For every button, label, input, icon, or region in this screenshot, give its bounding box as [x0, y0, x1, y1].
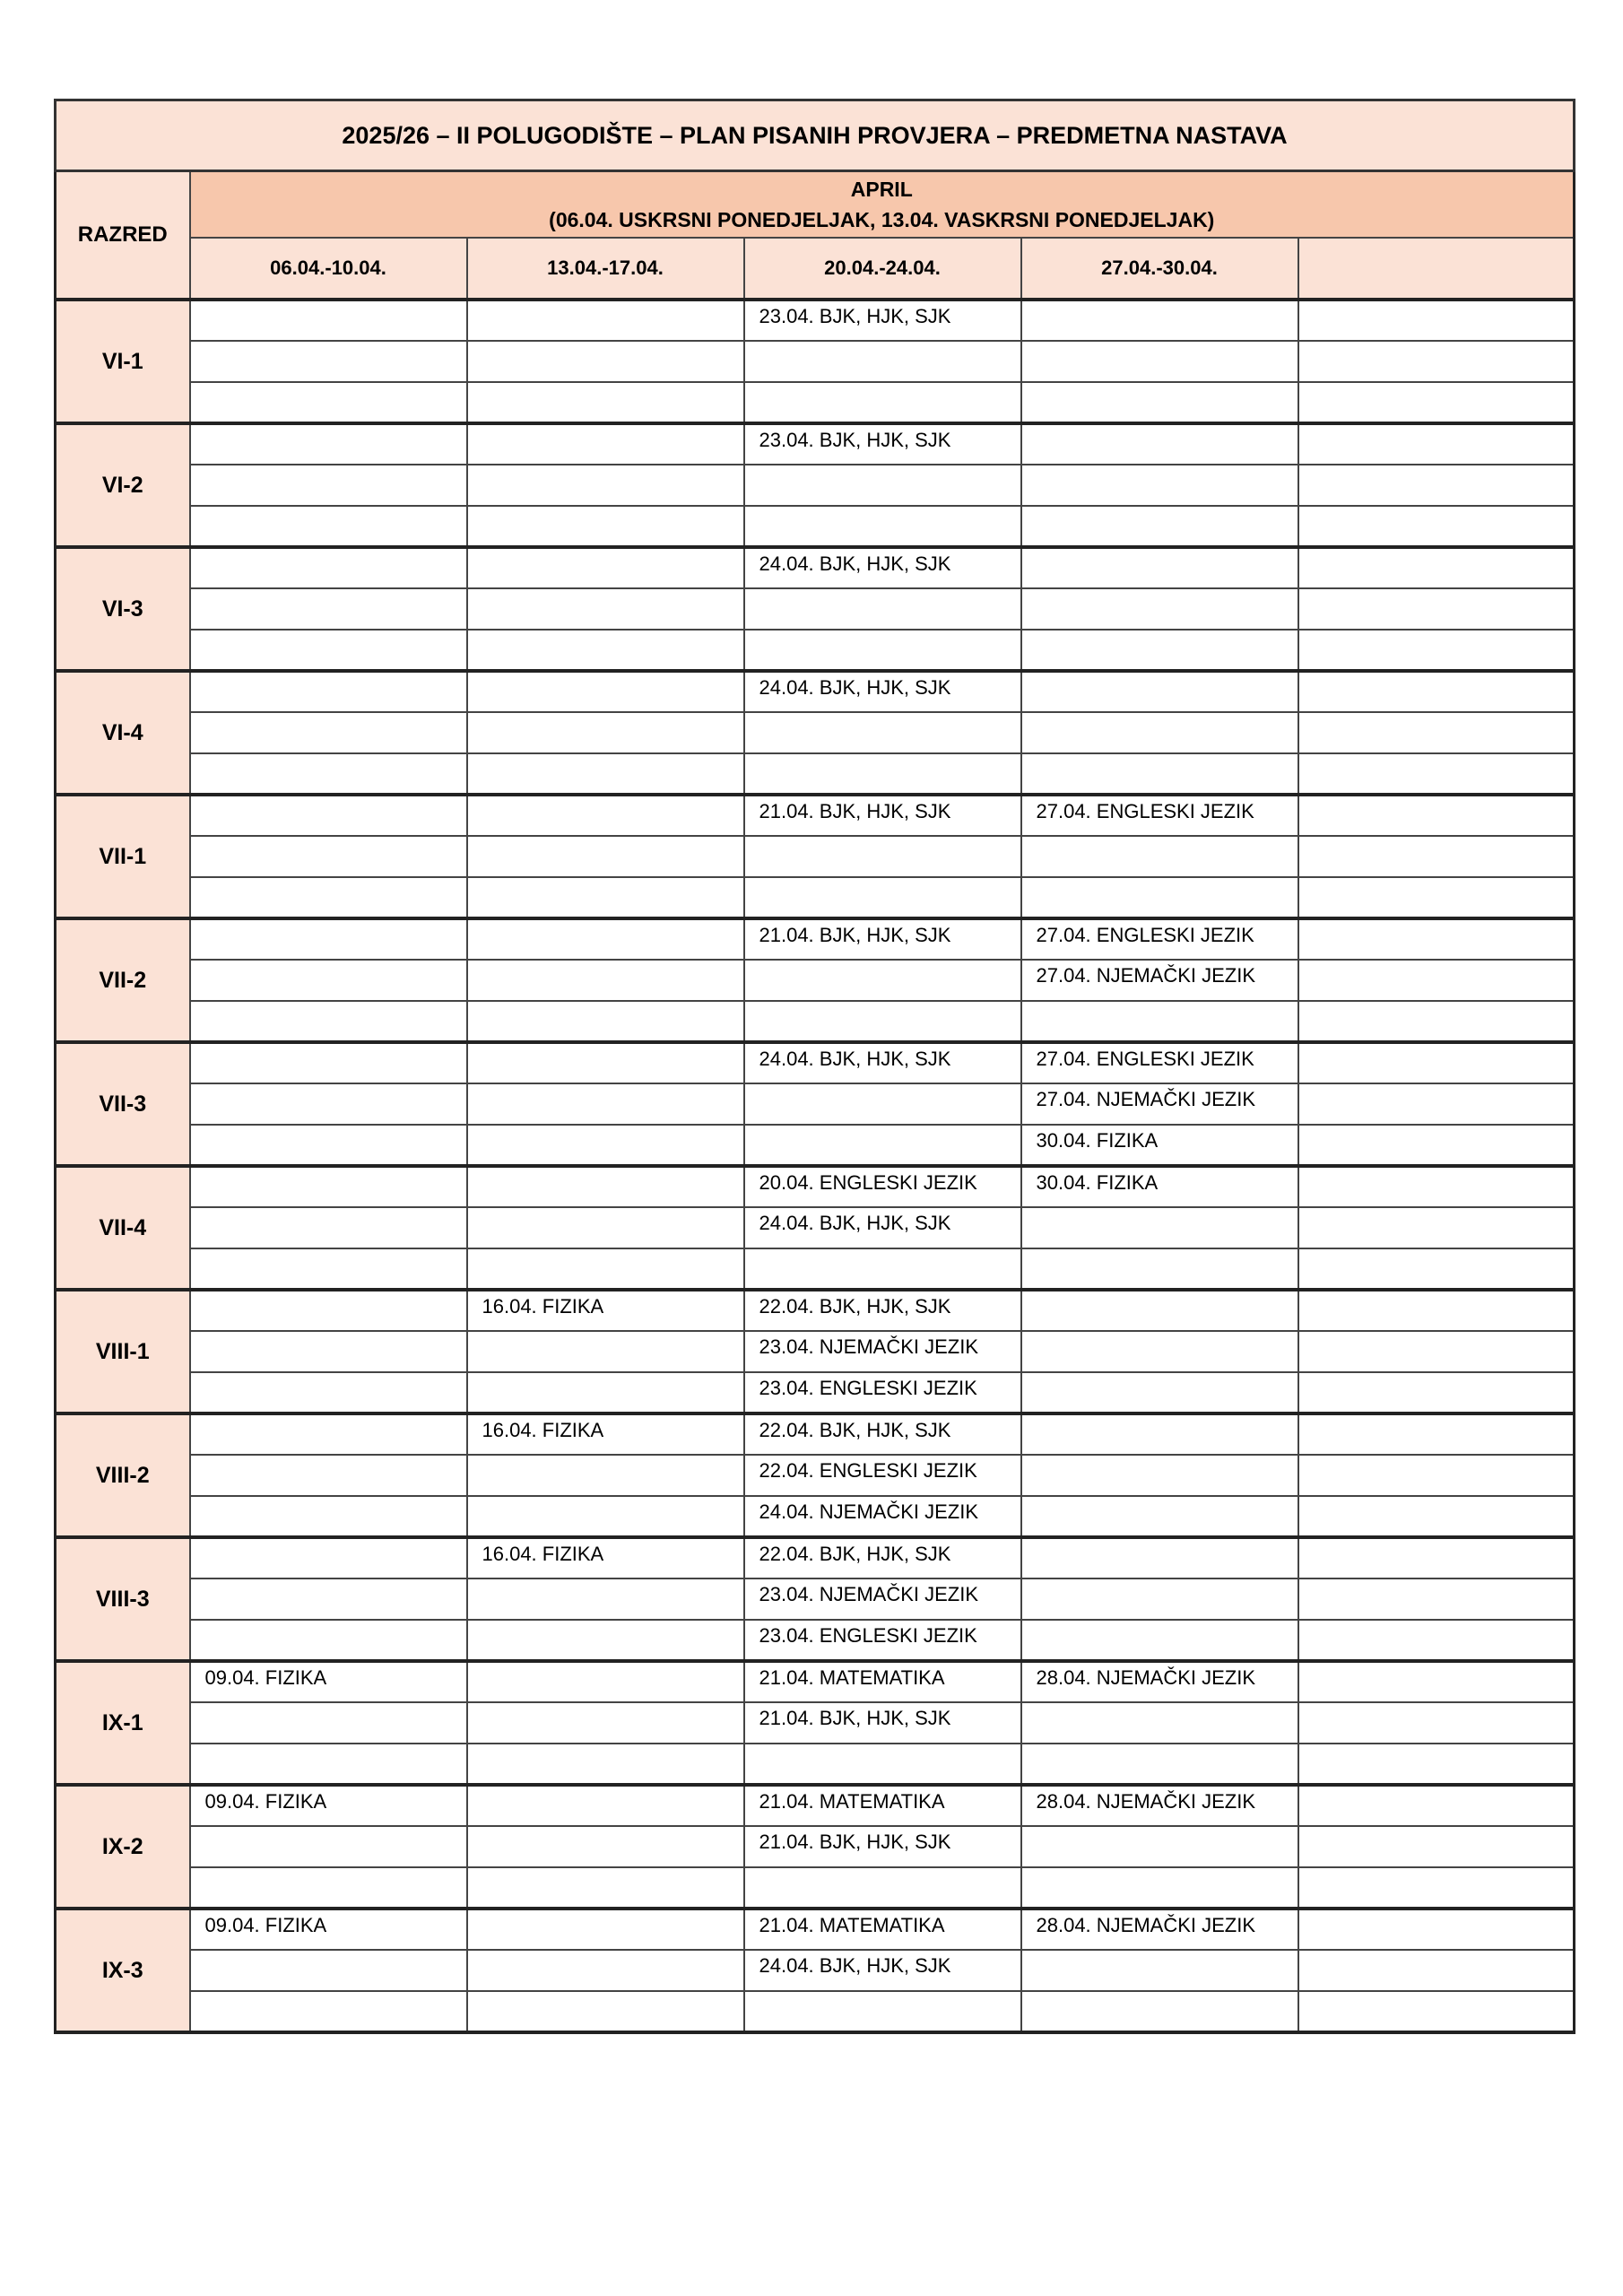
schedule-cell: [744, 1001, 1021, 1042]
schedule-cell: [1021, 1744, 1298, 1785]
schedule-cell: [467, 1455, 744, 1496]
schedule-cell: 16.04. FIZIKA: [467, 1537, 744, 1578]
schedule-cell: 24.04. BJK, HJK, SJK: [744, 1042, 1021, 1083]
table-row: [56, 671, 1575, 712]
schedule-cell: 16.04. FIZIKA: [467, 1413, 744, 1455]
schedule-cell: [467, 1991, 744, 2032]
table-row: [56, 1083, 1575, 1125]
table-row: [56, 588, 1575, 630]
schedule-cell: [467, 1867, 744, 1909]
table-row: [56, 960, 1575, 1001]
schedule-cell: [744, 341, 1021, 382]
table-row: [56, 1867, 1575, 1909]
schedule-cell: [467, 795, 744, 836]
schedule-cell: [1298, 1744, 1575, 1785]
week-header: 13.04.-17.04.: [467, 238, 744, 300]
schedule-cell: [1298, 630, 1575, 671]
schedule-cell: 27.04. ENGLESKI JEZIK: [1021, 1042, 1298, 1083]
schedule-cell: [1298, 1248, 1575, 1290]
schedule-cell: [1021, 1372, 1298, 1413]
table-row: [56, 1537, 1575, 1578]
schedule-cell: [190, 795, 467, 836]
schedule-cell: [467, 836, 744, 877]
schedule-cell: [467, 1125, 744, 1166]
class-label: VII-3: [56, 1042, 190, 1166]
schedule-cell: [744, 712, 1021, 753]
table-row: [56, 1413, 1575, 1455]
schedule-cell: [467, 960, 744, 1001]
schedule-cell: [467, 588, 744, 630]
schedule-cell: [1298, 795, 1575, 836]
table-row: [56, 1991, 1575, 2032]
schedule-cell: [467, 547, 744, 588]
schedule-cell: [190, 1537, 467, 1578]
schedule-cell: 24.04. BJK, HJK, SJK: [744, 1950, 1021, 1991]
schedule-cell: [1021, 1413, 1298, 1455]
schedule-cell: [1298, 1413, 1575, 1455]
schedule-cell: [190, 547, 467, 588]
schedule-cell: [1298, 1826, 1575, 1867]
schedule-cell: [190, 1496, 467, 1537]
class-label: VI-2: [56, 423, 190, 547]
schedule-cell: [467, 918, 744, 960]
schedule-cell: [190, 1166, 467, 1207]
schedule-cell: 21.04. BJK, HJK, SJK: [744, 1826, 1021, 1867]
schedule-cell: [1298, 1578, 1575, 1620]
schedule-cell: 20.04. ENGLESKI JEZIK: [744, 1166, 1021, 1207]
schedule-cell: [190, 1867, 467, 1909]
schedule-cell: [467, 877, 744, 918]
table-row: [56, 382, 1575, 423]
document-title: 2025/26 – II POLUGODIŠTE – PLAN PISANIH PROVJERA – PREDMETNA NASTAVA: [56, 100, 1575, 171]
schedule-cell: [1021, 382, 1298, 423]
schedule-cell: 23.04. BJK, HJK, SJK: [744, 423, 1021, 465]
class-label: VI-3: [56, 547, 190, 671]
schedule-cell: [1021, 1331, 1298, 1372]
schedule-cell: [190, 1083, 467, 1125]
class-label: VII-2: [56, 918, 190, 1042]
table-row: [56, 1455, 1575, 1496]
schedule-cell: 22.04. BJK, HJK, SJK: [744, 1290, 1021, 1331]
schedule-cell: 23.04. ENGLESKI JEZIK: [744, 1620, 1021, 1661]
schedule-cell: [467, 1826, 744, 1867]
schedule-cell: [744, 1248, 1021, 1290]
schedule-cell: [1298, 1083, 1575, 1125]
schedule-cell: [1021, 1001, 1298, 1042]
schedule-cell: [1298, 1207, 1575, 1248]
schedule-body: [56, 300, 1575, 2032]
schedule-cell: [1298, 1372, 1575, 1413]
schedule-cell: [190, 341, 467, 382]
schedule-cell: [1298, 1290, 1575, 1331]
schedule-cell: [744, 753, 1021, 795]
schedule-cell: 24.04. BJK, HJK, SJK: [744, 671, 1021, 712]
schedule-cell: [467, 1702, 744, 1744]
schedule-cell: [190, 671, 467, 712]
schedule-cell: [744, 1991, 1021, 2032]
schedule-cell: [1298, 1620, 1575, 1661]
schedule-cell: [1021, 341, 1298, 382]
schedule-cell: [467, 423, 744, 465]
schedule-cell: 22.04. BJK, HJK, SJK: [744, 1413, 1021, 1455]
schedule-cell: 28.04. NJEMAČKI JEZIK: [1021, 1909, 1298, 1950]
schedule-cell: [1298, 423, 1575, 465]
schedule-cell: [190, 300, 467, 341]
table-row: [56, 547, 1575, 588]
schedule-cell: 23.04. BJK, HJK, SJK: [744, 300, 1021, 341]
table-row: [56, 423, 1575, 465]
schedule-cell: 23.04. NJEMAČKI JEZIK: [744, 1578, 1021, 1620]
table-row: [56, 341, 1575, 382]
schedule-cell: [1298, 341, 1575, 382]
schedule-cell: [190, 753, 467, 795]
table-row: [56, 1496, 1575, 1537]
schedule-cell: 21.04. MATEMATIKA: [744, 1661, 1021, 1702]
table-row: [56, 795, 1575, 836]
schedule-cell: 21.04. BJK, HJK, SJK: [744, 918, 1021, 960]
table-row: [56, 630, 1575, 671]
schedule-cell: [467, 1166, 744, 1207]
schedule-cell: [190, 1248, 467, 1290]
table-row: [56, 1661, 1575, 1702]
table-row: [56, 1578, 1575, 1620]
schedule-cell: [467, 1331, 744, 1372]
schedule-cell: [744, 630, 1021, 671]
table-row: [56, 300, 1575, 341]
schedule-cell: 09.04. FIZIKA: [190, 1661, 467, 1702]
month-note: (06.04. USKRSNI PONEDJELJAK, 13.04. VASKRSNI PONEDJELJAK): [549, 208, 1215, 231]
schedule-cell: 21.04. BJK, HJK, SJK: [744, 1702, 1021, 1744]
schedule-cell: [467, 1785, 744, 1826]
schedule-cell: 30.04. FIZIKA: [1021, 1166, 1298, 1207]
table-row: [56, 1166, 1575, 1207]
month-header-row: [56, 171, 1575, 239]
schedule-cell: [190, 918, 467, 960]
razred-header: RAZRED: [56, 171, 190, 300]
schedule-cell: [1298, 547, 1575, 588]
class-label: VIII-1: [56, 1290, 190, 1413]
schedule-cell: [1021, 1991, 1298, 2032]
schedule-cell: [1021, 588, 1298, 630]
schedule-cell: [190, 465, 467, 506]
schedule-cell: [744, 1125, 1021, 1166]
schedule-cell: [190, 1950, 467, 1991]
schedule-cell: [1021, 630, 1298, 671]
schedule-cell: [467, 712, 744, 753]
schedule-cell: [744, 465, 1021, 506]
schedule-cell: [190, 1331, 467, 1372]
schedule-cell: [1298, 300, 1575, 341]
table-row: [56, 1826, 1575, 1867]
schedule-cell: 27.04. NJEMAČKI JEZIK: [1021, 1083, 1298, 1125]
schedule-cell: [190, 1744, 467, 1785]
schedule-cell: [1021, 753, 1298, 795]
schedule-cell: [744, 960, 1021, 1001]
schedule-cell: [190, 1125, 467, 1166]
schedule-cell: [1298, 671, 1575, 712]
table-row: [56, 1042, 1575, 1083]
month-name: APRIL: [850, 178, 913, 201]
schedule-cell: [1298, 465, 1575, 506]
schedule-cell: [1021, 1702, 1298, 1744]
schedule-cell: [467, 465, 744, 506]
schedule-cell: [467, 671, 744, 712]
schedule-cell: [467, 1909, 744, 1950]
class-label: VIII-3: [56, 1537, 190, 1661]
class-label: VI-4: [56, 671, 190, 795]
schedule-cell: [467, 1578, 744, 1620]
schedule-cell: 27.04. NJEMAČKI JEZIK: [1021, 960, 1298, 1001]
schedule-cell: 09.04. FIZIKA: [190, 1785, 467, 1826]
class-label: IX-3: [56, 1909, 190, 2032]
schedule-cell: [1021, 671, 1298, 712]
schedule-cell: [1298, 1909, 1575, 1950]
schedule-cell: [467, 1042, 744, 1083]
table-row: [56, 1290, 1575, 1331]
schedule-cell: [190, 1620, 467, 1661]
schedule-cell: [744, 877, 1021, 918]
schedule-cell: [744, 1083, 1021, 1125]
exam-schedule-sheet: [54, 99, 1573, 2034]
schedule-cell: [1298, 1867, 1575, 1909]
schedule-cell: [190, 1290, 467, 1331]
schedule-cell: [1298, 382, 1575, 423]
schedule-cell: [1021, 300, 1298, 341]
schedule-cell: [744, 588, 1021, 630]
table-row: [56, 918, 1575, 960]
schedule-cell: 23.04. ENGLESKI JEZIK: [744, 1372, 1021, 1413]
schedule-cell: [744, 382, 1021, 423]
schedule-cell: 22.04. BJK, HJK, SJK: [744, 1537, 1021, 1578]
schedule-cell: [467, 1950, 744, 1991]
class-label: VI-1: [56, 300, 190, 423]
schedule-cell: [1298, 1455, 1575, 1496]
schedule-cell: [1298, 836, 1575, 877]
schedule-cell: [1021, 1290, 1298, 1331]
schedule-cell: [1021, 1620, 1298, 1661]
schedule-cell: [1298, 1042, 1575, 1083]
schedule-cell: [1298, 1702, 1575, 1744]
exam-schedule-table: [54, 99, 1575, 2034]
schedule-cell: [1021, 506, 1298, 547]
table-row: [56, 1909, 1575, 1950]
schedule-cell: [1021, 1578, 1298, 1620]
schedule-cell: [744, 836, 1021, 877]
schedule-cell: [1021, 1867, 1298, 1909]
schedule-cell: [1298, 960, 1575, 1001]
schedule-cell: 16.04. FIZIKA: [467, 1290, 744, 1331]
schedule-cell: [467, 1207, 744, 1248]
table-row: [56, 712, 1575, 753]
table-row: [56, 1331, 1575, 1372]
schedule-cell: [1021, 465, 1298, 506]
schedule-cell: 28.04. NJEMAČKI JEZIK: [1021, 1785, 1298, 1826]
schedule-cell: 27.04. ENGLESKI JEZIK: [1021, 795, 1298, 836]
schedule-cell: [1298, 1991, 1575, 2032]
table-row: [56, 753, 1575, 795]
table-row: [56, 1950, 1575, 1991]
week-header-row: [56, 238, 1575, 300]
schedule-cell: [190, 630, 467, 671]
schedule-cell: 21.04. BJK, HJK, SJK: [744, 795, 1021, 836]
title-row: [56, 100, 1575, 171]
schedule-cell: [190, 382, 467, 423]
schedule-cell: [1021, 1455, 1298, 1496]
schedule-cell: [1298, 588, 1575, 630]
schedule-cell: 24.04. BJK, HJK, SJK: [744, 1207, 1021, 1248]
week-header: 06.04.-10.04.: [190, 238, 467, 300]
schedule-cell: [190, 836, 467, 877]
schedule-cell: [467, 1248, 744, 1290]
schedule-cell: [1021, 1537, 1298, 1578]
schedule-cell: 24.04. NJEMAČKI JEZIK: [744, 1496, 1021, 1537]
schedule-cell: [1021, 836, 1298, 877]
schedule-cell: [190, 960, 467, 1001]
schedule-cell: [1021, 712, 1298, 753]
schedule-cell: [1021, 1826, 1298, 1867]
schedule-cell: [190, 1455, 467, 1496]
table-row: [56, 465, 1575, 506]
schedule-cell: [1298, 1950, 1575, 1991]
schedule-cell: [744, 1867, 1021, 1909]
schedule-cell: [467, 300, 744, 341]
schedule-cell: 30.04. FIZIKA: [1021, 1125, 1298, 1166]
schedule-cell: [1298, 1166, 1575, 1207]
schedule-cell: [1298, 753, 1575, 795]
table-row: [56, 1620, 1575, 1661]
table-row: [56, 506, 1575, 547]
class-label: VIII-2: [56, 1413, 190, 1537]
schedule-cell: [467, 630, 744, 671]
table-row: [56, 1372, 1575, 1413]
table-row: [56, 836, 1575, 877]
schedule-cell: [190, 712, 467, 753]
schedule-cell: 22.04. ENGLESKI JEZIK: [744, 1455, 1021, 1496]
schedule-cell: [467, 506, 744, 547]
schedule-cell: [1021, 1248, 1298, 1290]
schedule-cell: 09.04. FIZIKA: [190, 1909, 467, 1950]
schedule-cell: 21.04. MATEMATIKA: [744, 1785, 1021, 1826]
schedule-cell: [1021, 1496, 1298, 1537]
schedule-cell: [1021, 1950, 1298, 1991]
table-row: [56, 1125, 1575, 1166]
schedule-cell: [190, 1413, 467, 1455]
schedule-cell: [1298, 712, 1575, 753]
schedule-cell: [467, 1661, 744, 1702]
schedule-cell: [1021, 1207, 1298, 1248]
schedule-cell: [190, 1702, 467, 1744]
schedule-cell: [190, 1991, 467, 2032]
class-label: VII-4: [56, 1166, 190, 1290]
schedule-cell: 24.04. BJK, HJK, SJK: [744, 547, 1021, 588]
class-label: IX-2: [56, 1785, 190, 1909]
week-header: [1298, 238, 1575, 300]
schedule-cell: [1021, 423, 1298, 465]
class-label: IX-1: [56, 1661, 190, 1785]
table-row: [56, 877, 1575, 918]
schedule-cell: [1298, 1001, 1575, 1042]
schedule-cell: [744, 1744, 1021, 1785]
schedule-cell: [190, 1578, 467, 1620]
schedule-cell: [190, 1001, 467, 1042]
schedule-cell: [1298, 877, 1575, 918]
schedule-cell: [467, 1372, 744, 1413]
schedule-cell: [190, 588, 467, 630]
table-row: [56, 1001, 1575, 1042]
table-row: [56, 1785, 1575, 1826]
schedule-cell: [190, 506, 467, 547]
month-header: [190, 171, 1575, 239]
week-header: 20.04.-24.04.: [744, 238, 1021, 300]
schedule-cell: [467, 1496, 744, 1537]
schedule-cell: [1021, 877, 1298, 918]
week-header: 27.04.-30.04.: [1021, 238, 1298, 300]
schedule-cell: 28.04. NJEMAČKI JEZIK: [1021, 1661, 1298, 1702]
schedule-cell: 23.04. NJEMAČKI JEZIK: [744, 1331, 1021, 1372]
schedule-cell: [467, 1083, 744, 1125]
schedule-cell: [1298, 506, 1575, 547]
table-row: [56, 1248, 1575, 1290]
schedule-cell: [190, 1372, 467, 1413]
schedule-cell: [190, 877, 467, 918]
schedule-cell: [467, 341, 744, 382]
schedule-cell: [1298, 1496, 1575, 1537]
schedule-cell: [190, 1042, 467, 1083]
table-row: [56, 1702, 1575, 1744]
schedule-cell: [744, 506, 1021, 547]
schedule-cell: [1298, 1125, 1575, 1166]
schedule-cell: [467, 753, 744, 795]
schedule-cell: [1298, 1537, 1575, 1578]
schedule-cell: [1021, 547, 1298, 588]
table-row: [56, 1207, 1575, 1248]
schedule-cell: [1298, 1331, 1575, 1372]
schedule-cell: 21.04. MATEMATIKA: [744, 1909, 1021, 1950]
schedule-cell: [190, 1207, 467, 1248]
class-label: VII-1: [56, 795, 190, 918]
schedule-cell: [467, 1620, 744, 1661]
schedule-cell: [467, 382, 744, 423]
schedule-cell: [1298, 918, 1575, 960]
table-row: [56, 1744, 1575, 1785]
schedule-cell: [190, 1826, 467, 1867]
schedule-cell: [190, 423, 467, 465]
schedule-cell: [467, 1001, 744, 1042]
schedule-cell: 27.04. ENGLESKI JEZIK: [1021, 918, 1298, 960]
schedule-cell: [1298, 1661, 1575, 1702]
schedule-cell: [1298, 1785, 1575, 1826]
schedule-cell: [467, 1744, 744, 1785]
